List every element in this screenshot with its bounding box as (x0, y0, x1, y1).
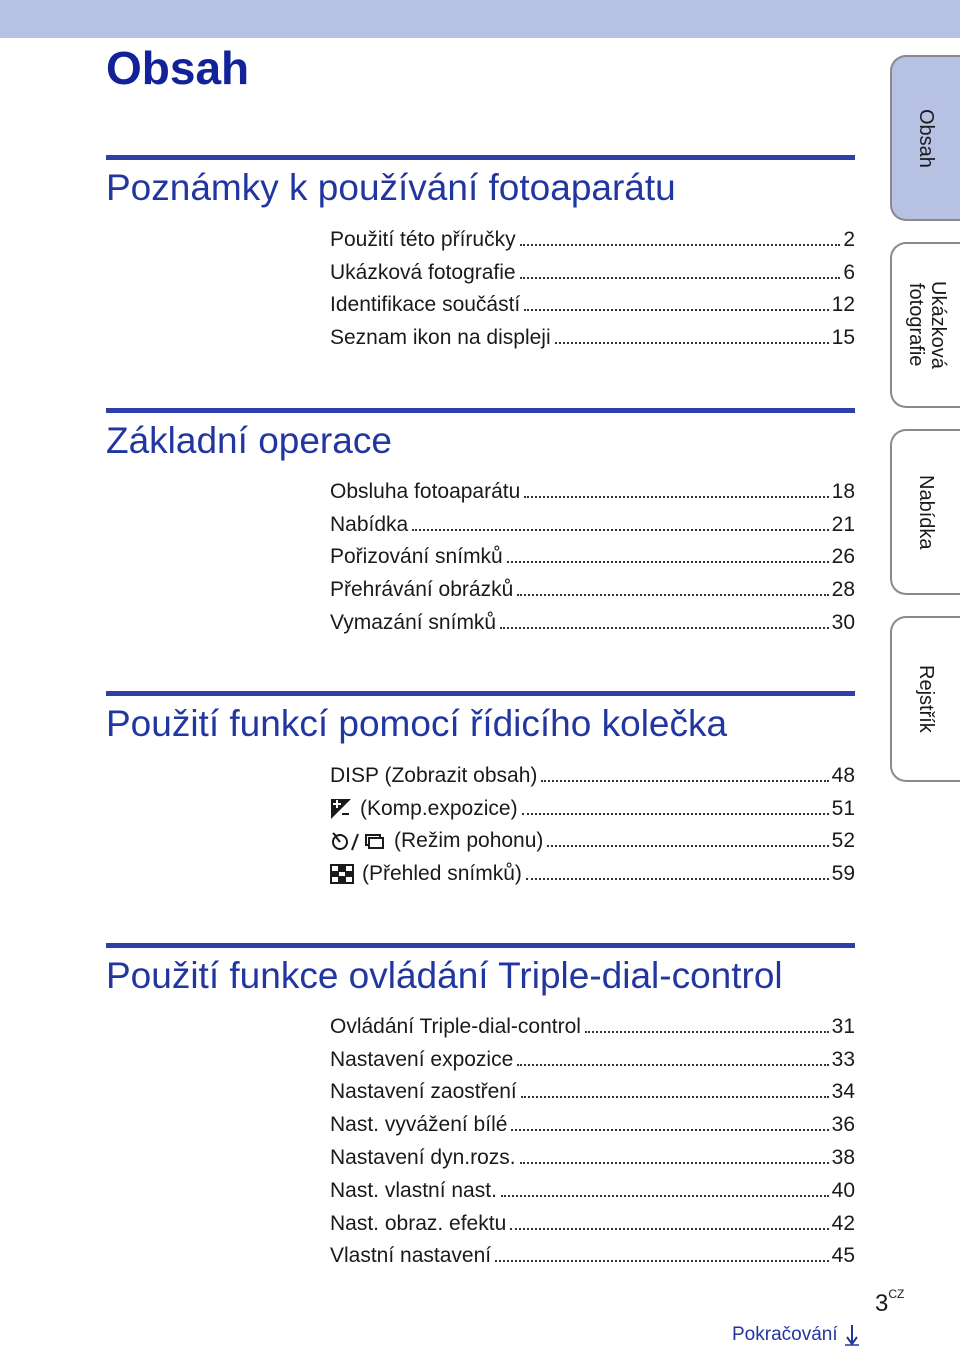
toc-item-label: Nabídka (330, 512, 409, 536)
page-title: Obsah (106, 42, 250, 94)
leader-dots (510, 1228, 828, 1230)
image-index-icon (330, 864, 354, 884)
toc-item[interactable] (330, 1040, 855, 1073)
leader-dots (501, 1195, 829, 1197)
leader-dots (517, 594, 828, 596)
exposure-compensation-icon (330, 798, 352, 820)
toc-item-label: Ovládání Triple-dial-control (330, 1014, 581, 1038)
toc-item-label: Nastavení dyn.rozs. (330, 1145, 516, 1169)
section-divider (106, 691, 855, 696)
toc-item-label: Seznam ikon na displeji (330, 326, 551, 350)
toc-item-label: (Přehled snímků) (362, 862, 522, 886)
toc-item-page: 34 (831, 1080, 855, 1104)
toc-item-page: 30 (831, 610, 855, 634)
leader-dots (524, 496, 828, 498)
leader-dots (517, 1064, 828, 1066)
toc-item[interactable] (330, 318, 855, 351)
section-control-wheel (106, 691, 855, 746)
toc-item[interactable] (330, 1171, 855, 1204)
toc-item[interactable] (330, 1105, 855, 1138)
section-heading: Základní operace (106, 420, 392, 461)
toc-item-label: (Režim pohonu) (394, 829, 544, 853)
leader-dots (526, 878, 829, 880)
toc-item-page: 45 (831, 1244, 855, 1268)
toc-item-label: Použití této příručky (330, 227, 516, 251)
leader-dots (520, 244, 841, 246)
toc-list-camera-notes (330, 220, 855, 351)
toc-item-label: Vymazání snímků (330, 610, 497, 634)
toc-item[interactable] (330, 789, 855, 822)
toc-item[interactable] (330, 854, 855, 887)
leader-dots (520, 1162, 829, 1164)
toc-item-page: 38 (831, 1145, 855, 1169)
leader-dots (507, 561, 829, 563)
toc-item-page: 28 (831, 578, 855, 602)
section-divider (106, 943, 855, 948)
toc-item[interactable] (330, 603, 855, 636)
toc-list-triple-dial-control (330, 1007, 855, 1269)
toc-item-page: 51 (831, 796, 855, 820)
toc-item[interactable] (330, 286, 855, 319)
toc-item-label: Ukázková fotografie (330, 260, 516, 284)
toc-item-page: 21 (831, 512, 855, 536)
toc-item-label: Identifikace součástí (330, 293, 521, 317)
leader-dots (412, 529, 828, 531)
toc-item-page: 48 (831, 763, 855, 787)
tab-index[interactable] (890, 616, 960, 782)
toc-item-page: 59 (831, 862, 855, 886)
arrow-down-icon (844, 1324, 860, 1346)
self-timer-drive-icon (330, 830, 386, 852)
toc-item[interactable] (330, 570, 855, 603)
leader-dots (511, 1129, 828, 1131)
toc-item-page: 42 (831, 1211, 855, 1235)
toc-item-page: 40 (831, 1178, 855, 1202)
tab-label: Obsah (915, 108, 937, 168)
toc-item[interactable] (330, 1237, 855, 1270)
top-color-bar (0, 0, 960, 38)
leader-dots (547, 845, 828, 847)
toc-item[interactable] (330, 1007, 855, 1040)
section-heading: Použití funkcí pomocí řídicího kolečka (106, 703, 728, 744)
toc-item[interactable] (330, 253, 855, 286)
toc-item-label: Nast. vlastní nast. (330, 1178, 497, 1202)
leader-dots (524, 309, 828, 311)
leader-dots (521, 1096, 829, 1098)
toc-item[interactable] (330, 220, 855, 253)
toc-item-page: 18 (831, 479, 855, 503)
tab-contents[interactable] (890, 55, 960, 221)
leader-dots (500, 627, 829, 629)
page-number: $3^{CZ}$ (875, 1287, 905, 1317)
toc-item[interactable] (330, 1138, 855, 1171)
toc-item-label: Přehrávání obrázků (330, 578, 514, 602)
toc-item-page: 33 (831, 1047, 855, 1071)
toc-item-label: Obsluha fotoaparátu (330, 479, 521, 503)
leader-dots (555, 342, 829, 344)
tab-sample-photo[interactable] (890, 242, 960, 408)
toc-item-label: Nast. vyvážení bílé (330, 1113, 508, 1137)
leader-dots (522, 813, 829, 815)
toc-item-page: 15 (831, 326, 855, 350)
tab-menu[interactable] (890, 429, 960, 595)
section-triple-dial-control (106, 943, 855, 998)
section-divider (106, 408, 855, 413)
section-divider (106, 155, 855, 160)
toc-item-label: DISP (Zobrazit obsah) (330, 763, 538, 787)
toc-item-page: 2 (843, 227, 855, 251)
tab-label: Rejstřík (915, 665, 937, 733)
leader-dots (541, 780, 828, 782)
toc-item[interactable] (330, 756, 855, 789)
leader-dots (520, 277, 841, 279)
tab-label: Ukázková fotografie (905, 281, 949, 369)
toc-item[interactable] (330, 505, 855, 538)
continued-link[interactable] (732, 1324, 860, 1346)
section-heading: Použití funkce ovládání Triple-dial-control (106, 955, 783, 996)
toc-list-control-wheel (330, 756, 855, 887)
toc-item-page: 36 (831, 1113, 855, 1137)
toc-item-label: (Komp.expozice) (360, 796, 518, 820)
section-camera-notes (106, 155, 855, 210)
toc-item[interactable] (330, 1073, 855, 1106)
toc-item-page: 6 (843, 260, 855, 284)
toc-item-label: Nastavení zaostření (330, 1080, 517, 1104)
toc-item-label: Nast. obraz. efektu (330, 1211, 507, 1235)
toc-item[interactable] (330, 472, 855, 505)
toc-item-page: 26 (831, 545, 855, 569)
toc-item-label: Pořizování snímků (330, 545, 503, 569)
leader-dots (495, 1260, 829, 1262)
toc-item-page: 31 (831, 1014, 855, 1038)
continued-label: Pokračování (732, 1324, 838, 1345)
leader-dots (585, 1031, 829, 1033)
tab-label: Nabídka (915, 474, 937, 550)
toc-item-page: 12 (831, 293, 855, 317)
section-heading: Poznámky k používání fotoaparátu (106, 167, 676, 208)
toc-list-basic-operations (330, 472, 855, 636)
toc-item-page: 52 (831, 829, 855, 853)
section-basic-operations (106, 408, 855, 463)
toc-item[interactable] (330, 822, 855, 855)
toc-item-label: Vlastní nastavení (330, 1244, 492, 1268)
toc-item-label: Nastavení expozice (330, 1047, 514, 1071)
toc-item[interactable] (330, 1204, 855, 1237)
toc-item[interactable] (330, 538, 855, 571)
